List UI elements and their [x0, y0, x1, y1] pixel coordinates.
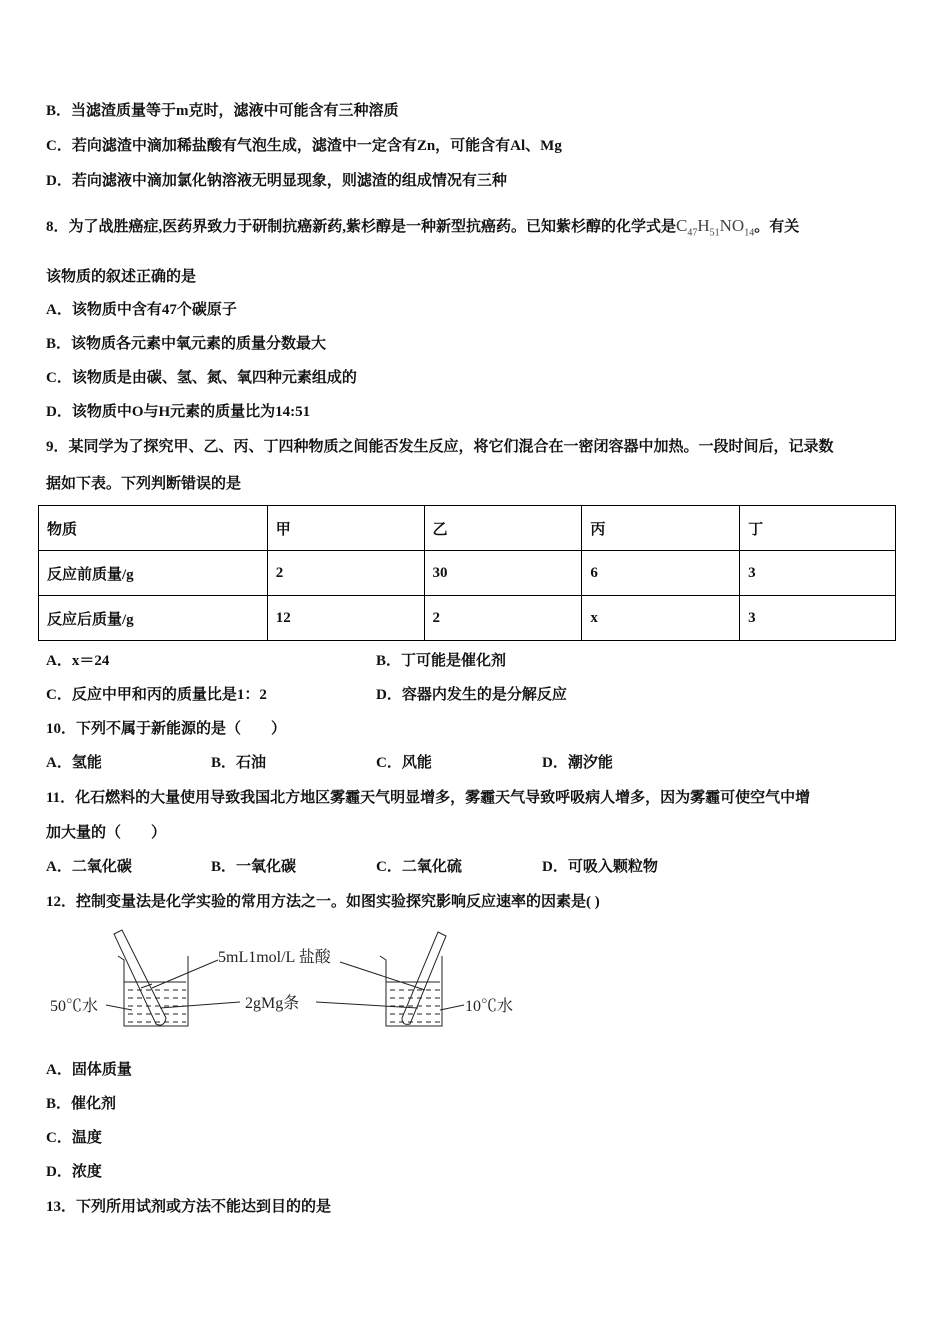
formula-h-count: 51 [709, 227, 720, 239]
q10-option-d: D．潮汐能 [542, 755, 613, 771]
q11-stem: 11．化石燃料的大量使用导致我国北方地区雾霾天气明显增多，雾霾天气导致呼吸病人增多，因为雾霾可使空气中增 [46, 790, 811, 806]
table-row [39, 551, 896, 596]
q10-option-b: B．石油 [211, 755, 267, 771]
q9-data-table [38, 505, 896, 641]
q13-stem: 13．下列所用试剂或方法不能达到目的的是 [46, 1199, 332, 1215]
formula-o-count: 14 [744, 227, 755, 239]
table-cell: 3 [740, 596, 896, 641]
q7-option-c: C．若向滤渣中滴加稀盐酸有气泡生成，滤渣中一定含有Zn，可能含有Al、Mg [46, 138, 562, 154]
q11-option-a: A．二氧化碳 [46, 859, 132, 875]
table-cell: 6 [582, 551, 740, 596]
table-cell: 2 [424, 596, 582, 641]
q8-stem-text: 8．为了战胜癌症,医药界致力于研制抗癌新药,紫杉醇是一种新型抗癌药。已知紫杉醇的化学式是 [46, 219, 677, 235]
table-cell: x [582, 596, 740, 641]
q9-stem-cont: 据如下表。下列判断错误的是 [46, 476, 242, 492]
formula-c-count: 47 [687, 227, 698, 239]
table-cell: 丁 [740, 506, 896, 551]
q12-option-a: A．固体质量 [46, 1062, 132, 1078]
q8-option-a: A．该物质中含有47个碳原子 [46, 302, 237, 318]
q8-stem [46, 216, 799, 243]
formula-h: H [697, 216, 710, 235]
q8-option-c: C．该物质是由碳、氢、氮、氧四种元素组成的 [46, 370, 357, 386]
q7-option-d: D．若向滤液中滴加氯化钠溶液无明显现象，则滤渣的组成情况有三种 [46, 173, 507, 189]
mg-label: 2gMg条 [245, 995, 300, 1012]
chemical-formula [676, 216, 755, 239]
table-cell: 反应前质量/g [39, 551, 268, 596]
q7-option-b: B．当滤渣质量等于m克时，滤液中可能含有三种溶质 [46, 103, 399, 119]
q12-option-d: D．浓度 [46, 1164, 102, 1180]
acid-label: 5mL1mol/L 盐酸 [218, 949, 331, 966]
table-cell: 30 [424, 551, 582, 596]
right-beaker [380, 932, 446, 1026]
left-water-label: 50℃水 [50, 998, 99, 1015]
q11-stem-cont: 加大量的（ ） [46, 825, 167, 841]
table-cell: 3 [740, 551, 896, 596]
q12-option-c: C．温度 [46, 1130, 102, 1146]
table-cell: 2 [267, 551, 424, 596]
q10-option-c: C．风能 [376, 755, 432, 771]
formula-c: C [676, 216, 688, 235]
q9-option-b: B．丁可能是催化剂 [376, 653, 507, 669]
q8-option-d: D．该物质中O与H元素的质量比为14:51 [46, 404, 311, 420]
formula-no: NO [719, 216, 745, 235]
table-row [39, 506, 896, 551]
table-cell: 丙 [582, 506, 740, 551]
q8-option-b: B．该物质各元素中氧元素的质量分数最大 [46, 336, 327, 352]
q11-option-b: B．一氧化碳 [211, 859, 297, 875]
q9-option-d: D．容器内发生的是分解反应 [376, 687, 567, 703]
q9-option-c: C．反应中甲和丙的质量比是1：2 [46, 687, 267, 703]
table-row [39, 596, 896, 641]
q9-option-a: A．x＝24 [46, 653, 110, 669]
table-cell: 反应后质量/g [39, 596, 268, 641]
table-cell: 物质 [39, 506, 268, 551]
q8-stem-cont: 该物质的叙述正确的是 [46, 269, 197, 285]
q10-stem: 10．下列不属于新能源的是（ ） [46, 721, 287, 737]
q11-option-c: C．二氧化硫 [376, 859, 462, 875]
q11-option-d: D．可吸入颗粒物 [542, 859, 658, 875]
experiment-diagram [40, 920, 540, 1040]
left-beaker [114, 930, 188, 1026]
table-cell: 乙 [424, 506, 582, 551]
table-cell: 甲 [267, 506, 424, 551]
q12-stem: 12．控制变量法是化学实验的常用方法之一。如图实验探究影响反应速率的因素是( ) [46, 894, 600, 910]
right-water-label: 10℃水 [465, 998, 514, 1015]
q8-stem-end: 。有关 [754, 219, 800, 235]
q10-option-a: A．氢能 [46, 755, 102, 771]
table-cell: 12 [267, 596, 424, 641]
q12-option-b: B．催化剂 [46, 1096, 117, 1112]
q9-stem: 9．某同学为了探究甲、乙、丙、丁四种物质之间能否发生反应，将它们混合在一密闭容器中加热。一段时间后，记录数 [46, 439, 834, 455]
